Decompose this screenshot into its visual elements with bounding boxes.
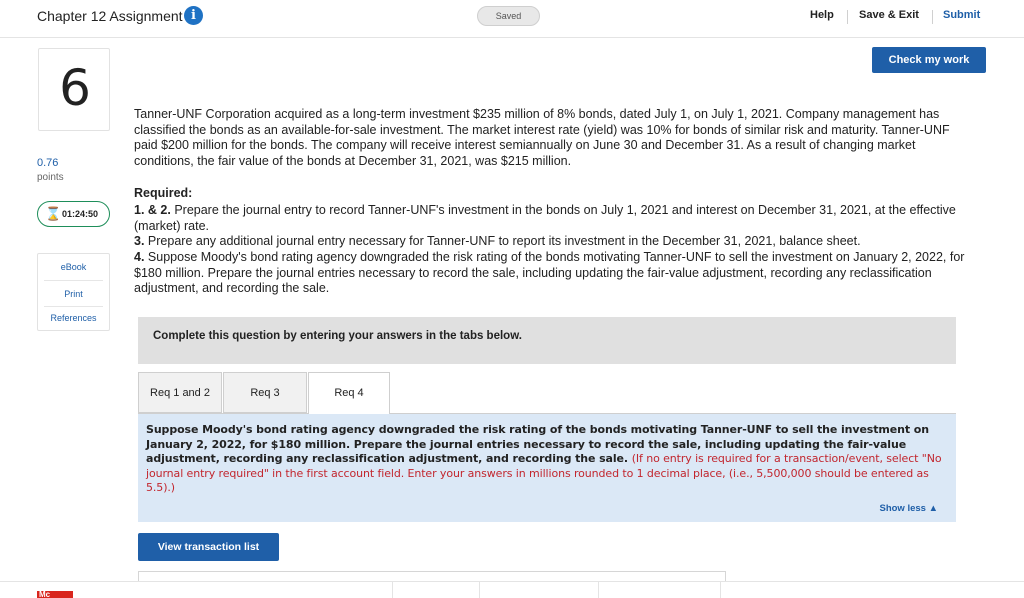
- submit-link[interactable]: Submit: [943, 9, 981, 21]
- ebook-link[interactable]: eBook: [60, 262, 87, 272]
- check-my-work-button[interactable]: Check my work: [872, 47, 986, 73]
- tab-req-4[interactable]: Req 4: [308, 372, 390, 414]
- references-link[interactable]: References: [50, 313, 97, 323]
- requirement-number: 3.: [134, 234, 145, 248]
- points-value: 0.76: [37, 157, 59, 169]
- question-number-box: [38, 48, 110, 131]
- instruction-main: Suppose Moody's bond rating agency downgraded the risk rating of the bonds motivating Tanner-UNF to sell the investment on January 2, 2022, for $180 million. Prepare the journal entries necessary to record the sale, including updating the fair-value adjustment, recording any reclassification adjustment, and recording the sale.: [146, 423, 929, 465]
- assignment-title: Chapter 12 Assignment: [37, 8, 183, 24]
- footer-divider: [720, 582, 721, 598]
- requirement-text: Prepare the journal entry to record Tanner-UNF's investment in the bonds on July 1, 2021 and interest on December 31, 2021, at the effective (market) rate.: [134, 203, 956, 233]
- instruction-note: (If no entry is required for a transaction/event, select "No journal entry required" in the first account field. Enter your answers in millions rounded to 1 decimal place, (i.e., 5,500,000 should be entered as 5.5).): [146, 452, 942, 494]
- tab-req-3[interactable]: Req 3: [223, 372, 307, 413]
- publisher-logo: Mc: [37, 591, 73, 598]
- required-title: Required:: [134, 186, 193, 200]
- points-label: points: [37, 172, 64, 183]
- header-divider: [847, 10, 848, 24]
- help-link[interactable]: Help: [810, 9, 834, 21]
- timer[interactable]: [37, 201, 110, 227]
- info-icon[interactable]: i: [184, 6, 203, 25]
- instruction-text: [146, 423, 951, 496]
- view-transaction-list-button[interactable]: View transaction list: [138, 533, 279, 561]
- journal-entry-worksheet: [138, 571, 726, 581]
- requirement-4: [134, 250, 974, 297]
- resource-links: [37, 253, 110, 331]
- requirement-instructions-panel: [138, 414, 956, 522]
- top-bar: [0, 0, 1024, 38]
- link-divider: [44, 280, 103, 281]
- question-text: Tanner-UNF Corporation acquired as a long-term investment $235 million of 8% bonds, dated July 1, on July 1, 2021. Company management has classified the bonds as an available-for-sale investment. The market interest rate (yield) was 10% for bonds of similar risk and maturity. Tanner-UNF paid $200 million for the bonds. The company will receive interest semiannually on June 30 and December 31. As a result of changing market conditions, the fair value of the bonds at December 31, 2021, was $215 million.: [134, 107, 950, 169]
- requirement-3: [134, 234, 974, 250]
- question-number: 6: [59, 59, 91, 117]
- requirement-number: 4.: [134, 250, 145, 264]
- instructions-banner: [138, 317, 956, 364]
- save-exit-link[interactable]: Save & Exit: [859, 9, 919, 21]
- print-link[interactable]: Print: [64, 289, 83, 299]
- timer-text: 01:24:50: [62, 209, 99, 219]
- footer-divider: [479, 582, 480, 598]
- requirement-text: Suppose Moody's bond rating agency downgraded the risk rating of the bonds motivating Tanner-UNF to sell the investment on January 2, 2022, for $180 million. Prepare the journal entries necessary to record the sale, including updating the fair-value adjustment, recording any reclassification adjustment, and recording the sale.: [134, 250, 965, 296]
- header-divider: [932, 10, 933, 24]
- banner-text: Complete this question by entering your answers in the tabs below.: [153, 330, 522, 342]
- saved-status-badge: Saved: [477, 6, 540, 26]
- requirement-1-2: [134, 203, 974, 234]
- footer-divider: [598, 582, 599, 598]
- requirement-number: 1. & 2.: [134, 203, 171, 217]
- link-divider: [44, 306, 103, 307]
- show-less-link[interactable]: Show less ▲: [879, 503, 938, 514]
- hourglass-icon: ⌛: [45, 206, 62, 221]
- requirement-text: Prepare any additional journal entry necessary for Tanner-UNF to report its investment in the December 31, 2021, balance sheet.: [147, 234, 861, 248]
- tab-req-1-and-2[interactable]: Req 1 and 2: [138, 372, 222, 413]
- footer-divider: [392, 582, 393, 598]
- footer: [0, 581, 1024, 598]
